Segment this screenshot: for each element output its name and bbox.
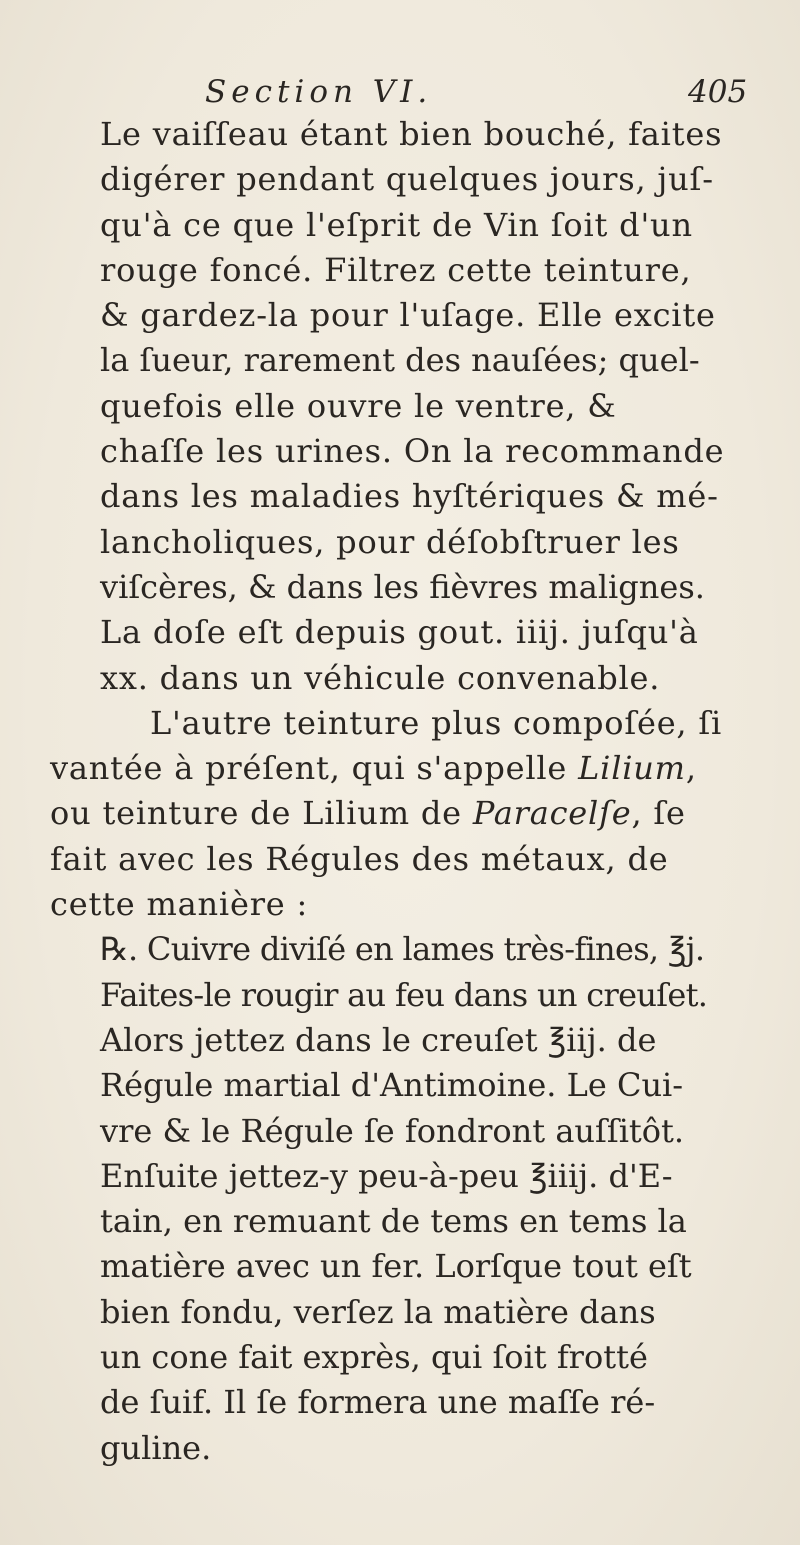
text-run: , bbox=[685, 749, 697, 788]
text-line: matière avec un fer. Lorſque tout eſt bbox=[100, 1247, 692, 1286]
text-run: , ſe bbox=[631, 794, 686, 833]
text-line bbox=[50, 791, 765, 836]
text-line: Le vaiſſeau étant bien bouché, faites bbox=[100, 115, 723, 153]
text-line: un cone fait exprès, qui ſoit frotté bbox=[100, 1338, 648, 1377]
text-run: vantée à préſent, qui s'appelle bbox=[50, 749, 579, 788]
text-line: lancholiques, pour déſobſtruer les bbox=[100, 522, 680, 561]
text-run: ou teinture de Lilium de bbox=[50, 794, 473, 833]
text-line: dans les maladies hyſtériques & mé- bbox=[100, 477, 719, 516]
text-line: cette manière : bbox=[50, 885, 309, 924]
italic-term: Paracelſe bbox=[472, 794, 632, 833]
text-line: vre & le Régule ſe fondront auſſitôt. bbox=[100, 1111, 685, 1150]
text-line: chaſſe les urines. On la recommande bbox=[100, 432, 725, 471]
text-line: L'autre teinture plus compoſée, ſi bbox=[150, 703, 723, 742]
text-line: & gardez-la pour l'uſage. Elle excite bbox=[100, 296, 716, 335]
text-line: tain, en remuant de tems en tems la bbox=[100, 1202, 687, 1241]
text-line bbox=[50, 746, 765, 791]
page-number: 405 bbox=[688, 74, 748, 110]
text-line: digérer pendant quelques jours, juſ- bbox=[100, 160, 714, 199]
text-line: Alors jettez dans le creuſet ℥iij. de bbox=[100, 1020, 657, 1059]
text-line: ℞. Cuivre diviſé en lames très-fines, ℥j. bbox=[100, 930, 705, 969]
italic-term: Lilium bbox=[578, 749, 686, 788]
text-line: rouge foncé. Filtrez cette teinture, bbox=[100, 250, 692, 289]
page-header bbox=[0, 70, 800, 114]
text-line: viſcères, & dans les fièvres malignes. bbox=[100, 567, 705, 606]
text-line: guline. bbox=[100, 1428, 212, 1467]
text-line: La doſe eſt depuis gout. iiij. juſqu'à bbox=[100, 613, 699, 652]
text-line: la ſueur, rarement des nauſées; quel- bbox=[100, 341, 700, 380]
running-title: Section VI. bbox=[205, 74, 433, 110]
text-line: de ſuif. Il ſe formera une maſſe ré- bbox=[100, 1383, 656, 1422]
text-line: quefois elle ouvre le ventre, & bbox=[100, 386, 617, 425]
text-line: xx. dans un véhicule convenable. bbox=[100, 658, 661, 697]
text-line: bien fondu, verſez la matière dans bbox=[100, 1292, 656, 1331]
text-line: Enſuite jettez-y peu-à-peu ℥iiij. d'E- bbox=[100, 1156, 673, 1195]
text-line: fait avec les Régules des métaux, de bbox=[50, 839, 669, 878]
text-line: Faites-le rougir au feu dans un creuſet. bbox=[100, 975, 708, 1014]
body-text bbox=[50, 112, 765, 1471]
text-line: Régule martial d'Antimoine. Le Cui- bbox=[100, 1066, 684, 1105]
text-line: qu'à ce que l'eſprit de Vin ſoit d'un bbox=[100, 205, 693, 244]
